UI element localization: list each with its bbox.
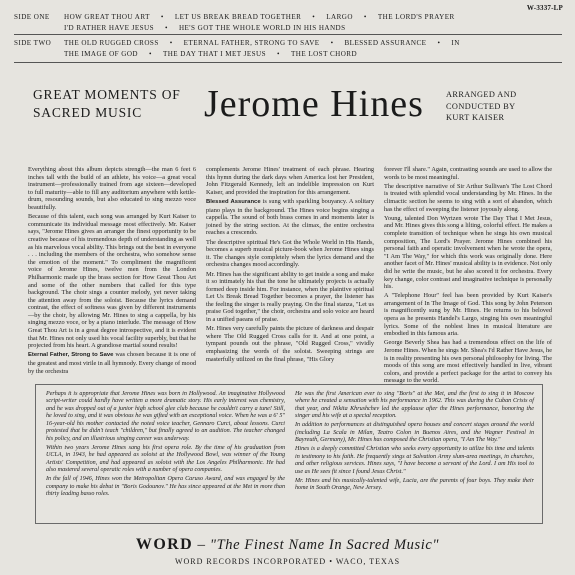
paragraph: Everything about this album depicts strength—the man 6 feet 6 inches tall with the build of an athlete, his voice—a great vocal instrument—professionally trained from age sixteen—developed to full maturity—able to fill any auditorium anywhere with kettle-drum, resounding sounds, but also educated to sing mezzo voce beautifully. xyxy=(28,166,196,211)
album-subtitle: GREAT MOMENTS OF SACRED MUSIC xyxy=(33,87,181,120)
dash: – xyxy=(197,537,206,553)
paragraph: Because of this talent, each song was arranged by Kurt Kaiser to communicate its individual message most effectively. Mr. Kaiser says, "Jerome Hines gives an arranger the finest opportunity to be creative because of his tremendous depth of understanding as well as his marvelous vocal ability. This brings out the best in everyone . . . including the members of the orchestra, who somehow sense the emotion of the moment." To compliment the magnificent voice of Jerome Hines, twelve men from the London Philharmonic made up the brass section for How Great Thou Art and some of the other numbers that called for this type background. The choir sings a counter melody, yet never taking the attention away from the soloist. Because the lyrics demand contrast, the effect of softness was given by different instruments—by the choir, by allowing Mr. Hines to sing a cappella, by his singing mezzo voce, or by a piano interlude. The message of How Great Thou Art is in a great degree introspective, and it is evident that Mr. Hines not only used his vocal facility superbly, but that he projected from his heart. A grandiose martial sound results! xyxy=(28,213,196,350)
side-two-label: SIDE TWO xyxy=(14,39,52,47)
paragraph: forever I'll share." Again, contrasting sounds are used to allow the words to be most meaningful. xyxy=(384,166,552,181)
paragraph: Mr. Hines very carefully paints the picture of darkness and despair where The Old Rugged Cross calls for it. And at one point, a tympani pounds out the phrase, "Old Rugged Cross," vividly emphasizing the words of the soloist. Sweeping strings are masterfully utilized on the final phrase, "His Glory xyxy=(206,325,374,363)
track-title: LARGO xyxy=(326,13,353,21)
track-title: I'D RATHER HAVE JESUS xyxy=(64,24,155,32)
track-title: BLESSED ASSURANCE xyxy=(344,39,427,47)
track-title: THE OLD RUGGED CROSS xyxy=(64,39,159,47)
company-address xyxy=(0,557,575,566)
track-title: ETERNAL FATHER, STRONG TO SAVE xyxy=(183,39,320,47)
liner-notes-column-1 xyxy=(28,166,196,375)
track-listing xyxy=(14,12,562,60)
paragraph: He was the first American ever to sing "Boris" at the Met, and the first to sing it in Moscow where he created a sensation with his performance in 1962. This was during the Cuban Crisis of that year, and Nikita Khrushchev led the applause after the Hines performance, honoring the singer and his wife at a special reception. xyxy=(295,391,534,420)
track-title: HE'S GOT THE WHOLE WORLD IN HIS HANDS xyxy=(178,24,346,32)
label-footer xyxy=(0,530,575,575)
paragraph: Within two years Jerome Hines sang his first opera role. By the time of his graduation from UCLA, in 1943, he had appeared as soloist at the Hollywood Bowl, was winner of the Young Artists' Competition, and had appeared as soloist with the Los Angeles Philharmonic. He had also mastered several operatic roles with a number of opera companies. xyxy=(46,444,285,474)
side-two-row-1: SIDE TWO THE OLD RUGGED CROSS • ETERNAL FATHER, STRONG TO SAVE • BLESSED ASSURANCE • IN xyxy=(14,39,460,47)
label-brand-line xyxy=(0,536,575,554)
side-one-label: SIDE ONE xyxy=(14,13,50,21)
track-title: HOW GREAT THOU ART xyxy=(64,13,150,21)
song-title: Blessed Assurance xyxy=(206,198,261,205)
paragraph: The descriptive narrative of Sir Arthur Sullivan's The Lost Chord is treated with splendid vocal understanding by Mr. Hines. In the climactic section he seems to sing with a sort of abandon, which has the effect of sweeping the listener joyously along. xyxy=(384,182,552,213)
divider xyxy=(14,62,562,63)
paragraph: Hines is a deeply committed Christian who seeks every opportunity to utilize his time and talents in testimony to his faith. He frequently sings at Salvation Army slum-area meetings, in churches, and other religious services. Hines says, "I have become a servant of the Lord. I am His tool to use as He sees fit since I found Jesus Christ." xyxy=(295,446,534,475)
biography-column-1 xyxy=(46,391,285,519)
catalog-number: W-3337-LP xyxy=(526,4,563,12)
side-one-row-1: SIDE ONE HOW GREAT THOU ART • LET US BREAK BREAD TOGETHER • LARGO • THE LORD'S PRAYER xyxy=(14,13,455,21)
paragraph: A "Telephone Hour" feel has been provided by Kurt Kaiser's arrangement of In The Image of God. This song by John Peterson is magnificently sung by Mr. Hines. He returns to his beloved opera as he presents Handel's Largo, singing his own meaningful lyrics. Some of the noblest lines in musical literature are embodied in this famous aria. xyxy=(384,292,552,338)
song-title: Eternal Father, Strong to Save xyxy=(28,352,114,359)
paragraph: In addition to performances at distinguished opera houses and concert stages around the world (including La Scala in Milan, Teatro Colon in Buenos Aires, and the Wagner Festival in Bayreuth, Germany), Mr. Hines has composed the Christian opera, "I Am The Way." xyxy=(295,422,534,444)
paragraph: Young, talented Don Wyrtzen wrote The Day That I Met Jesus, and Mr. Hines gives this song a lilting, colorful effect. He makes a complete transition of technique when he sings his own musical composition, The Lord's Prayer. Jerome Hines combined his personal faith and operatic involvement when he wrote the opera, "I Am The Way," for which this work was originally done. Here another facet of Mr. Hines' musical ability is in evidence. Not only did he write the music, but he also scored it for orchestra. Every key change, color contrast and imaginative technique is personally his. xyxy=(384,214,552,291)
paragraph: Perhaps it is appropriate that Jerome Hines was born in Hollywood. An imaginative Hollywood script-writer could hardly have written a more dramatic story. His early interest was chemistry, and he was dropped out of a junior high school glee club because he couldn't carry a tune! Still, he loved to sing, and it was obvious he was gifted with an exceptional voice. When he was a 6' 5" 16-year-old his mother contacted the noted voice teacher, Gennaro Curci, about lessons. Curci protested that he didn't teach "children," but finally agreed to an audition. The teacher changed his policy, and an illustrious singing career was underway. xyxy=(46,391,285,442)
bullet: • xyxy=(329,557,333,566)
company-city: WACO, TEXAS xyxy=(335,557,401,566)
side-two-row-2: THE IMAGE OF GOD • THE DAY THAT I MET JESUS • THE LOST CHORD xyxy=(64,50,358,58)
artist-name: Jerome Hines xyxy=(204,83,424,125)
paragraph: Blessed Assurance is sung with sparkling bouyancy. A solitary piano plays in the background. The Hines voice begins singing a cappella. The sound of both brass comes in and moments later is joined by the string section. At the climax, the entire orchestra reaches a crescendo. xyxy=(206,197,375,237)
track-title: IN xyxy=(451,39,460,47)
paragraph: The descriptive spiritual He's Got the Whole World in His Hands, becomes a superb musical picture-book when Jerome Hines sings it. The changes style completely when the lyrics demand and the orchestra changes mood accordingly. xyxy=(206,238,374,269)
liner-notes xyxy=(28,166,552,385)
label-name: WORD xyxy=(135,536,194,553)
track-title: THE LOST CHORD xyxy=(290,50,358,58)
paragraph: Mr. Hines and his musically-talented wife, Lucia, are the parents of four boys. They make their home in South Orange, New Jersey. xyxy=(295,477,534,492)
company-name: WORD RECORDS INCORPORATED xyxy=(174,557,327,566)
label-slogan: "The Finest Name In Sacred Music" xyxy=(209,537,440,553)
divider xyxy=(14,34,562,35)
liner-notes-column-2 xyxy=(206,166,375,363)
paragraph: Mr. Hines has the significant ability to get inside a song and make it so intimately his that the tone he ultimately projects is actually formed deep inside him. For instance, when the plaintive spiritual Let Us Break Bread Together becomes a prayer, the listener has the feeling the singer is really praying. On the final stanza, "Let us praise God together," the choir, orchestra and solo voice are heard in a unified paeans of praise. xyxy=(206,270,374,324)
paragraph: complements Jerome Hines' treatment of each phrase. Hearing this hymn during the dark days when America lost her President, John Fitzgerald Kennedy, left an indelible impression on Kurt Kaiser, and provided the inspiration for this arrangement. xyxy=(206,166,374,196)
track-title: LET US BREAK BREAD TOGETHER xyxy=(174,13,302,21)
paragraph: George Beverly Shea has had a tremendous effect on the life of Jerome Hines. When he sings Mr. Shea's I'd Rather Have Jesus, he is in reality presenting his own personal philosophy for living. The moods of this song are most effectively handled in live, vibrant colors, and provide a perfect package for the artist to convey his message to the world. xyxy=(384,339,552,385)
liner-notes-column-3 xyxy=(384,166,552,385)
biography-box xyxy=(35,384,543,524)
paragraph: Eternal Father, Strong to Save was chosen because it is one of the greatest and most virile in all hymnody. Every change of mood by the orchestra xyxy=(28,351,196,375)
track-title: THE IMAGE OF GOD xyxy=(64,50,138,58)
track-title: THE DAY THAT I MET JESUS xyxy=(162,50,267,58)
paragraph: In the fall of 1946, Hines won the Metropolitan Opera Caruso Award, and was engaged by the company to make his debut in "Boris Godounov." He has since appeared at the Met in more than thirty leading basso roles. xyxy=(46,476,285,498)
title-block xyxy=(0,74,575,150)
side-one-row-2: I'D RATHER HAVE JESUS • HE'S GOT THE WHOLE WORLD IN HIS HANDS xyxy=(64,24,346,32)
arranger-credit: ARRANGED AND CONDUCTED BY KURT KAISER xyxy=(446,90,517,122)
biography-column-2 xyxy=(295,391,534,519)
track-title: THE LORD'S PRAYER xyxy=(377,13,455,21)
